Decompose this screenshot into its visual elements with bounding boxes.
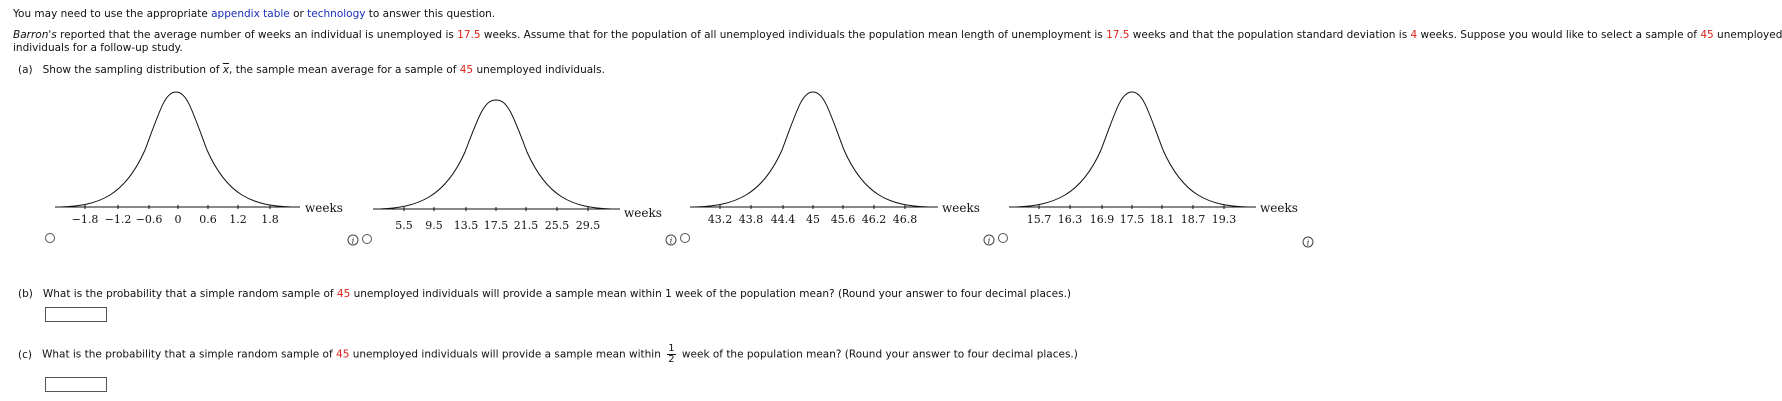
problem-text: weeks and that the population standard deviation is <box>1129 29 1411 41</box>
value-population-mean: 17.5 <box>1106 29 1130 41</box>
tick-label: 5.5 <box>395 219 413 232</box>
tick-label: 16.9 <box>1089 213 1115 226</box>
tick-label: −1.2 <box>104 213 132 226</box>
normal-curve <box>695 92 929 207</box>
part-c-question <box>18 344 1078 365</box>
value-population-sd: 4 <box>1410 29 1418 41</box>
part-b-label: (b) <box>18 288 33 300</box>
intro-text: or <box>289 8 308 20</box>
tick-label: 43.8 <box>738 213 764 226</box>
graph-2-info-icon[interactable] <box>666 235 676 246</box>
tick-label: 46.8 <box>892 213 918 226</box>
tick-label: 45.6 <box>830 213 856 226</box>
axis-unit-label: weeks <box>305 201 343 215</box>
graph-option-3 <box>690 92 980 226</box>
tick-label: 29.5 <box>575 219 601 232</box>
fraction-one-half <box>667 344 675 365</box>
technology-link[interactable]: technology <box>307 8 366 20</box>
graph-2-radio[interactable] <box>363 235 372 244</box>
problem-text: reported that the average number of weeks an individual is unemployed is <box>56 29 458 41</box>
problem-text: weeks. Assume that for the population of all unemployed individuals the population mean length of unemployment is <box>480 29 1107 41</box>
tick-label: 44.4 <box>770 213 796 226</box>
tick-label: 43.2 <box>707 213 733 226</box>
svg-text:i: i <box>987 236 991 246</box>
part-c-label: (c) <box>18 348 32 361</box>
tick-label: 45 <box>806 213 820 226</box>
source-name: Barron's <box>13 29 57 41</box>
graph-3-info-icon[interactable] <box>984 235 994 246</box>
value-sample-size: 45 <box>336 348 350 361</box>
graph-4-radio[interactable] <box>999 234 1008 243</box>
tick-label: −0.6 <box>135 213 163 226</box>
graph-option-4 <box>1009 92 1298 226</box>
tick-label: 0.6 <box>199 213 217 226</box>
normal-curve <box>60 92 292 207</box>
question-text: What is the probability that a simple random sample of <box>41 348 337 361</box>
part-c-answer-input[interactable] <box>45 377 107 392</box>
tick-label: 46.2 <box>861 213 887 226</box>
question-text: unemployed individuals will provide a sample mean within 1 week of the population mean? (Round your answer to four decimal places.) <box>350 288 1072 300</box>
axis-unit-label: weeks <box>942 201 980 215</box>
value-sample-size: 45 <box>459 64 474 76</box>
fraction-numerator: 1 <box>668 343 675 354</box>
value-sample-size: 45 <box>336 288 351 300</box>
question-text: unemployed individuals. <box>473 64 605 76</box>
tick-label: −1.8 <box>71 213 99 226</box>
graph-4-info-icon[interactable] <box>1303 237 1313 248</box>
intro-text: to answer this question. <box>365 8 496 20</box>
tick-label: 25.5 <box>544 219 570 232</box>
part-b-answer-input[interactable] <box>45 307 107 322</box>
tick-label: 1.8 <box>261 213 279 226</box>
axis-unit-label: weeks <box>624 206 662 220</box>
tick-label: 13.5 <box>453 219 479 232</box>
xbar-symbol: $\overline{x}$ <box>222 64 230 76</box>
value-sample-size: 45 <box>1700 29 1714 41</box>
graph-option-2 <box>373 100 662 232</box>
graph-option-1 <box>55 92 343 226</box>
tick-label: 18.7 <box>1180 213 1206 226</box>
value-mean-reported: 17.5 <box>457 29 481 41</box>
graph-1-info-icon[interactable] <box>348 235 358 246</box>
axis-unit-label: weeks <box>1260 201 1298 215</box>
problem-text: weeks. Suppose you would like to select a sample of <box>1417 29 1701 41</box>
problem-text: unemployed <box>1713 29 1782 41</box>
question-text: What is the probability that a simple random sample of <box>42 288 337 300</box>
tick-label: 9.5 <box>425 219 443 232</box>
graph-1-radio[interactable] <box>46 234 55 243</box>
tick-label: 1.2 <box>229 213 247 226</box>
question-text: week of the population mean? (Round your answer to four decimal places.) <box>678 348 1078 361</box>
intro-text: You may need to use the appropriate <box>13 8 212 20</box>
svg-text:i: i <box>1306 238 1310 248</box>
normal-curve <box>378 100 612 209</box>
part-b-question <box>18 288 1071 300</box>
normal-curve <box>1014 92 1248 207</box>
question-text: , the sample mean average for a sample of <box>229 64 460 76</box>
question-text: Show the sampling distribution of <box>42 64 223 76</box>
tick-label: 17.5 <box>483 219 509 232</box>
tick-label: 15.7 <box>1026 213 1052 226</box>
problem-statement-line2: individuals for a follow-up study. <box>13 42 183 54</box>
part-a-label: (a) <box>18 64 33 76</box>
svg-text:i: i <box>669 236 673 246</box>
appendix-table-link[interactable]: appendix table <box>211 8 290 20</box>
fraction-denominator: 2 <box>668 354 675 365</box>
tick-label: 16.3 <box>1057 213 1083 226</box>
graph-3-radio[interactable] <box>681 234 690 243</box>
tick-label: 19.3 <box>1211 213 1237 226</box>
tick-label: 0 <box>174 213 182 226</box>
tick-label: 21.5 <box>513 219 539 232</box>
tick-label: 17.5 <box>1119 213 1145 226</box>
tick-label: 18.1 <box>1149 213 1175 226</box>
svg-text:i: i <box>351 236 355 246</box>
question-text: unemployed individuals will provide a sample mean within <box>349 348 665 361</box>
